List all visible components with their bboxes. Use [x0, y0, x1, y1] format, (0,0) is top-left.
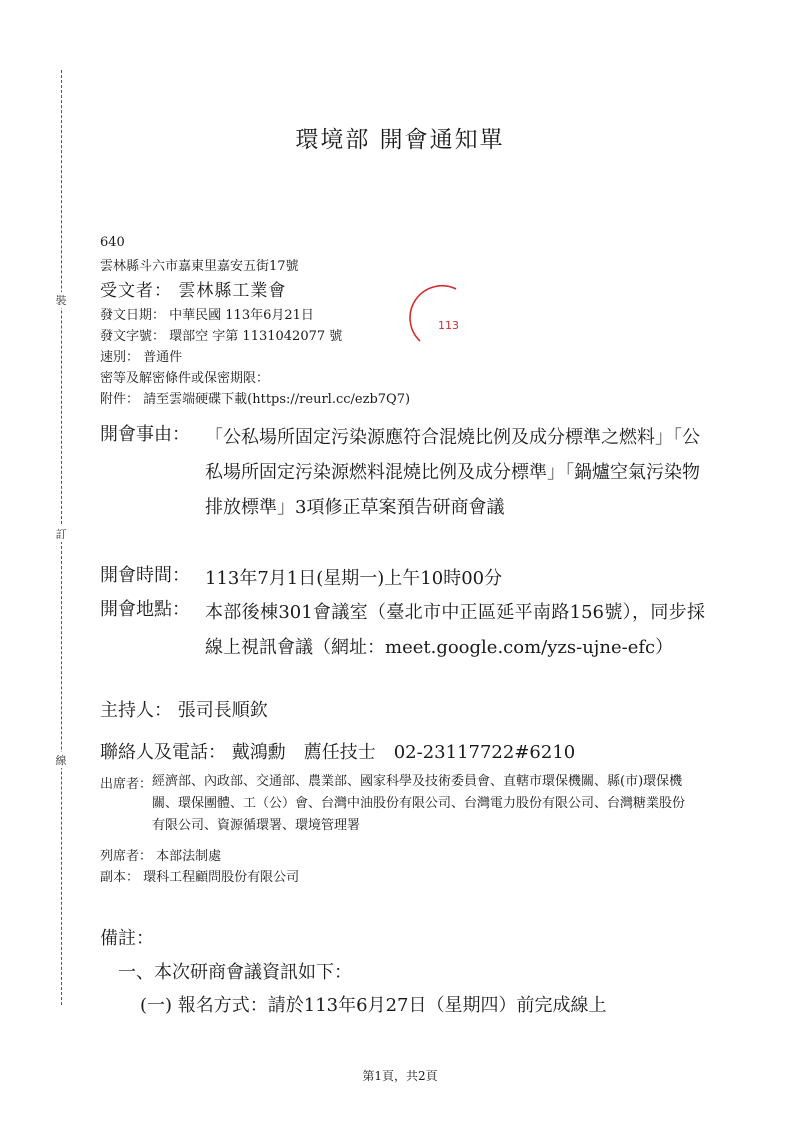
- recipient-line: [100, 276, 286, 301]
- recipient-value: 雲林縣工業會: [178, 281, 287, 301]
- recipient-label: 受文者：: [100, 281, 172, 301]
- observers-value: 本部法制處: [156, 849, 222, 864]
- notes-item-1-1: (一) 報名方式：請於113年6月27日（星期四）前完成線上: [140, 995, 607, 1016]
- attachment-line: [100, 388, 410, 407]
- classification-label: 密等及解密條件或保密期限：: [100, 371, 270, 386]
- document-number-label: 發文字號：: [100, 329, 166, 344]
- notes-item-1: 一、本次研商會議資訊如下：: [118, 962, 352, 983]
- location-value: 本部後棟301會議室（臺北市中正區延平南路156號），同步採線上視訊會議（網址：meet.google.com/yzs-ujne-efc）: [205, 602, 705, 658]
- notes-label: 備註：: [100, 928, 154, 949]
- location-label: 開會地點：: [100, 599, 190, 620]
- observers-label: 列席者：: [100, 849, 153, 864]
- recipient-address: 雲林縣斗六市嘉東里嘉安五街17號: [100, 259, 299, 274]
- binding-mark-ding: 訂: [51, 526, 71, 542]
- speed-line: [100, 346, 182, 365]
- copy-line: [100, 866, 299, 885]
- observers-line: [100, 845, 221, 864]
- host-value: 張司長順欽: [177, 700, 268, 721]
- subject-label: 開會事由：: [100, 424, 190, 445]
- speed-value: 普通件: [143, 350, 183, 365]
- document-title: 環境部 開會通知單: [295, 127, 505, 153]
- time-value: 113年7月1日(星期一)上午10時00分: [205, 568, 503, 589]
- issue-date-label: 發文日期：: [100, 308, 166, 323]
- binding-mark-zhuang: 裝: [51, 292, 71, 308]
- attendees-label: 出席者：: [100, 777, 153, 792]
- received-stamp: [408, 283, 480, 355]
- time-label: 開會時間：: [100, 565, 190, 586]
- copy-label: 副本：: [100, 870, 140, 885]
- stamp-arc: [410, 286, 456, 341]
- stamp-text: 113: [438, 319, 459, 332]
- host-line: [100, 696, 268, 722]
- attachment-label: 附件：: [100, 392, 140, 407]
- classification-line: [100, 367, 269, 386]
- binding-mark-xian: 線: [51, 752, 71, 768]
- page-footer: 第1頁，共2頁: [362, 1069, 438, 1083]
- document-number-value: 環部空 字第 1131042077 號: [169, 329, 343, 344]
- subject-value: 「公私場所固定污染源應符合混燒比例及成分標準之燃料」「公私場所固定污染源燃料混燒比例及成分標準」「鍋爐空氣污染物排放標準」3項修正草案預告研商會議: [205, 427, 700, 518]
- document-number-line: [100, 325, 342, 344]
- host-label: 主持人：: [100, 700, 172, 721]
- contact-line: [100, 738, 575, 764]
- speed-label: 速別：: [100, 350, 140, 365]
- contact-label: 聯絡人及電話：: [100, 742, 226, 763]
- postal-code: 640: [100, 235, 125, 250]
- copy-value: 環科工程顧問股份有限公司: [143, 870, 300, 885]
- attendees-value: 經濟部、內政部、交通部、農業部、國家科學及技術委員會、直轄市環保機關、縣(市)環保機關、環保團體、工（公）會、台灣中油股份有限公司、台灣電力股份有限公司、台灣糖業股份有限公司、資源循環署、環境管理署: [152, 774, 686, 833]
- issue-date-line: [100, 304, 314, 323]
- attachment-value: 請至雲端硬碟下載(https://reurl.cc/ezb7Q7): [143, 392, 411, 407]
- contact-value: 戴鴻勳 薦任技士 02-23117722#6210: [231, 742, 576, 763]
- issue-date-value: 中華民國 113年6月21日: [169, 308, 314, 323]
